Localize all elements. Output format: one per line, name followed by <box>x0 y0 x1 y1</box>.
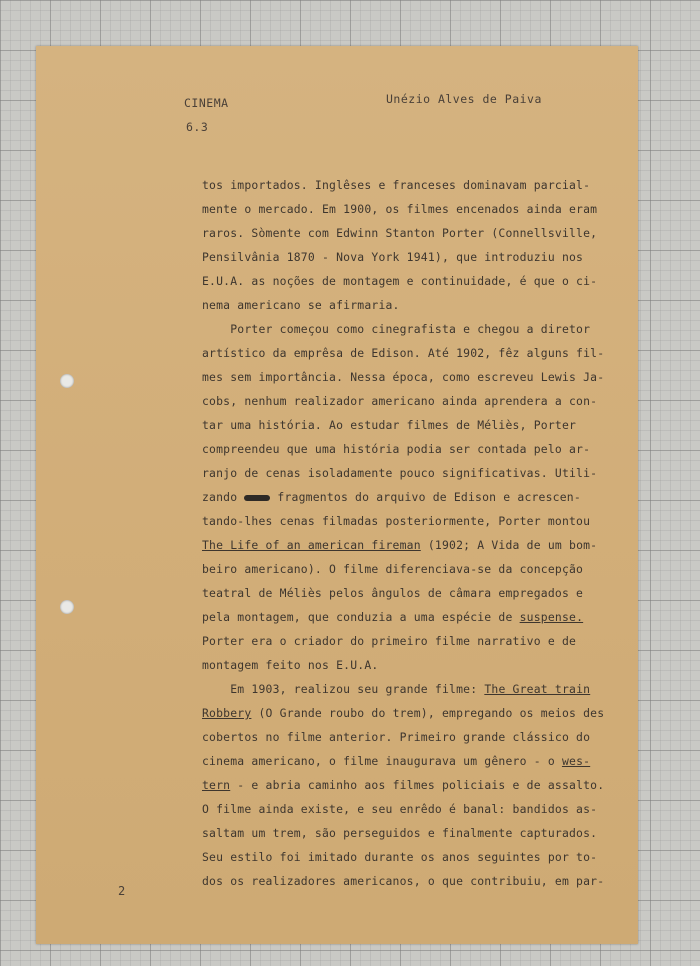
section-title: CINEMA <box>184 96 229 110</box>
text-line: cobertos no filme anterior. Primeiro grande clássico do <box>202 730 591 744</box>
text-line <box>202 754 642 768</box>
text-line: dos os realizadores americanos, o que contribuiu, em par- <box>202 874 605 888</box>
text-line: Seu estilo foi imitado durante os anos seguintes por to- <box>202 850 598 864</box>
underlined-term: tern <box>202 778 231 792</box>
underlined-term: suspense. <box>519 610 584 624</box>
text-line <box>202 778 642 792</box>
text-line: Porter começou como cinegrafista e chegou a diretor <box>202 322 591 336</box>
text-line: O filme ainda existe, e seu enrêdo é banal: bandidos as- <box>202 802 598 816</box>
text-line: mente o mercado. Em 1900, os filmes encenados ainda eram <box>202 202 598 216</box>
text-line: Pensilvânia 1870 - Nova York 1941), que introduziu nos <box>202 250 584 264</box>
underlined-film-title: Robbery <box>202 706 252 720</box>
text-fragment: fragmentos do arquivo de Edison e acrescen- <box>277 490 581 504</box>
text-line: tando-lhes cenas filmadas posteriormente, Porter montou <box>202 514 591 528</box>
text-line <box>202 490 642 504</box>
page-number: 2 <box>118 884 126 898</box>
text-line: tar uma história. Ao estudar filmes de Méliès, Porter <box>202 418 577 432</box>
text-line: cobs, nenhum realizador americano ainda aprendera a con- <box>202 394 598 408</box>
text-line: Porter era o criador do primeiro filme narrativo e de <box>202 634 577 648</box>
text-line <box>202 610 642 624</box>
text-line: saltam um trem, são perseguidos e finalmente capturados. <box>202 826 598 840</box>
text-line: ranjo de cenas isoladamente pouco significativas. Utili- <box>202 466 598 480</box>
text-fragment: - e abria caminho aos filmes policiais e de assalto. <box>237 778 605 792</box>
text-fragment: Em 1903, realizou seu grande filme: <box>202 682 478 696</box>
text-line <box>202 538 642 552</box>
text-line: E.U.A. as noções de montagem e continuidade, é que o ci- <box>202 274 598 288</box>
text-line: tos importados. Inglêses e franceses dominavam parcial- <box>202 178 591 192</box>
text-line <box>202 706 642 720</box>
text-line: mes sem importância. Nessa época, como escreveu Lewis Ja- <box>202 370 605 384</box>
text-fragment: zando <box>202 490 238 504</box>
underlined-film-title: The Life of an american fireman <box>202 538 421 552</box>
text-line: montagem feito nos E.U.A. <box>202 658 379 672</box>
text-line: nema americano se afirmaria. <box>202 298 400 312</box>
punch-hole-lower <box>60 600 74 614</box>
section-number: 6.3 <box>186 120 209 134</box>
crossed-out-word <box>244 495 270 501</box>
author-name: Unézio Alves de Paiva <box>386 92 542 106</box>
punch-hole-upper <box>60 374 74 388</box>
text-line: raros. Sòmente com Edwinn Stanton Porter (Connellsville, <box>202 226 598 240</box>
text-line: teatral de Méliès pelos ângulos de câmara empregados e <box>202 586 584 600</box>
text-line: artístico da emprêsa de Edison. Até 1902, fêz alguns fil- <box>202 346 605 360</box>
underlined-term: wes- <box>561 754 591 768</box>
text-fragment: cinema americano, o filme inaugurava um gênero - o <box>202 754 555 768</box>
underlined-film-title: The Great train <box>484 682 591 696</box>
typed-page <box>36 46 638 944</box>
text-fragment: (O Grande roubo do trem), empregando os meios des <box>258 706 605 720</box>
text-line: beiro americano). O filme diferenciava-se da concepção <box>202 562 584 576</box>
text-line: compreendeu que uma história podia ser contada pelo ar- <box>202 442 591 456</box>
text-fragment: (1902; A Vida de um bom- <box>427 538 598 552</box>
text-fragment: pela montagem, que conduzia a uma espécie de <box>202 610 513 624</box>
text-line <box>202 682 642 696</box>
